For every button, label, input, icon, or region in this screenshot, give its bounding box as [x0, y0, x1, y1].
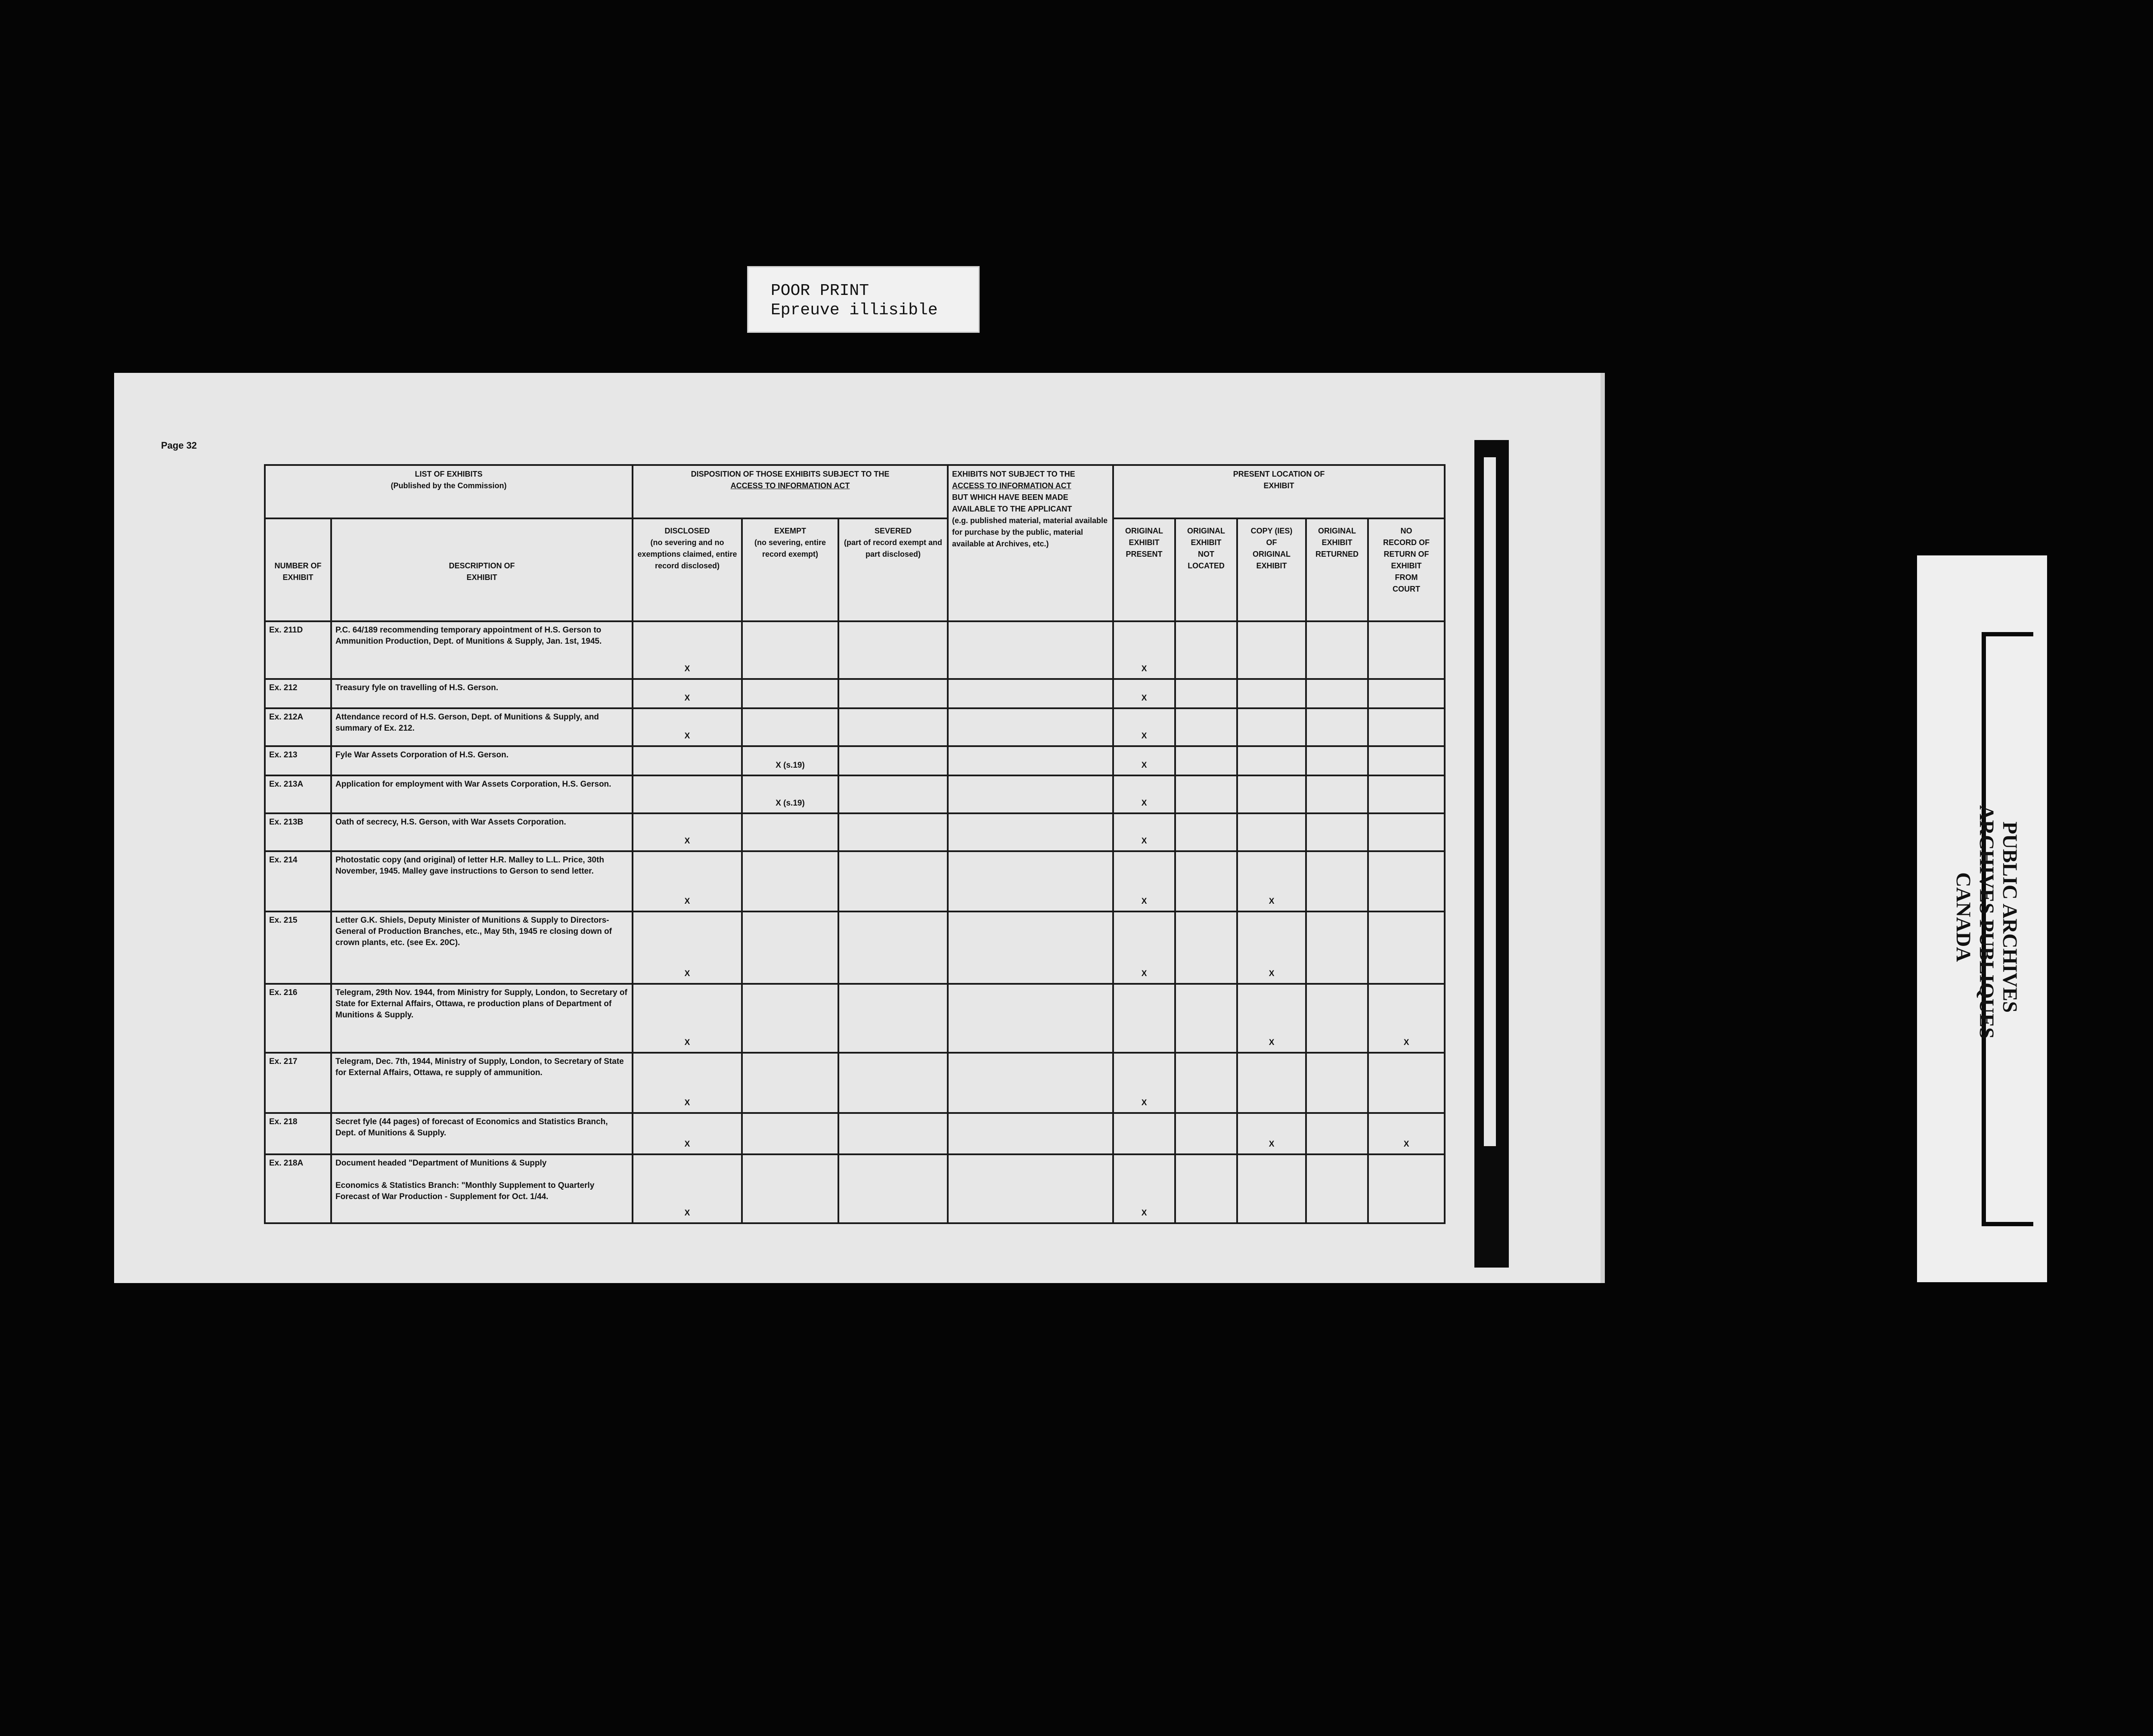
- original-present-mark: [1113, 1113, 1175, 1154]
- not-located-mark: [1175, 984, 1237, 1053]
- copy-mark: X: [1237, 1113, 1306, 1154]
- disclosed-mark: X: [633, 851, 742, 911]
- exempt-mark: [742, 813, 838, 851]
- header-original-returned: ORIGINAL EXHIBIT RETURNED: [1306, 518, 1368, 621]
- table-row: [265, 621, 1445, 679]
- original-present-mark: X: [1113, 1053, 1175, 1113]
- exempt-mark: [742, 1113, 838, 1154]
- copy-mark: [1237, 679, 1306, 708]
- severed-mark: [838, 851, 948, 911]
- not-subject-mark: [948, 1053, 1113, 1113]
- severed-mark: [838, 708, 948, 746]
- copy-mark: [1237, 813, 1306, 851]
- no-record-mark: X: [1368, 1113, 1445, 1154]
- severed-mark: [838, 679, 948, 708]
- not-subject-mark: [948, 679, 1113, 708]
- severed-mark: [838, 1053, 948, 1113]
- not-subject-mark: [948, 708, 1113, 746]
- returned-mark: [1306, 911, 1368, 984]
- exempt-mark: X (s.19): [742, 746, 838, 775]
- disclosed-mark: X: [633, 679, 742, 708]
- exhibit-number: Ex. 218A: [265, 1154, 331, 1223]
- table-row: [265, 851, 1445, 911]
- table-row: [265, 911, 1445, 984]
- severed-mark: [838, 911, 948, 984]
- header-original-not-located: ORIGINAL EXHIBIT NOT LOCATED: [1175, 518, 1237, 621]
- archive-stamp-line-3: CANADA: [1952, 872, 1975, 962]
- severed-mark: [838, 775, 948, 813]
- no-record-mark: [1368, 851, 1445, 911]
- returned-mark: [1306, 746, 1368, 775]
- exhibit-description: P.C. 64/189 recommending temporary appointment of H.S. Gerson to Ammunition Production, Dept. of Munitions & Supply, Jan. 1st, 1945.: [331, 621, 633, 679]
- exhibit-description: Attendance record of H.S. Gerson, Dept. of Munitions & Supply, and summary of Ex. 212.: [331, 708, 633, 746]
- archive-stamp-text: [1944, 805, 2021, 1039]
- no-record-mark: [1368, 813, 1445, 851]
- table-row: [265, 813, 1445, 851]
- exhibit-number: Ex. 216: [265, 984, 331, 1053]
- original-present-mark: X: [1113, 679, 1175, 708]
- disclosed-mark: X: [633, 1113, 742, 1154]
- exhibit-number: Ex. 212: [265, 679, 331, 708]
- exhibit-number: Ex. 217: [265, 1053, 331, 1113]
- header-not-subject-line-2: ACCESS TO INFORMATION ACT: [952, 481, 1071, 490]
- not-subject-mark: [948, 911, 1113, 984]
- returned-mark: [1306, 851, 1368, 911]
- not-located-mark: [1175, 708, 1237, 746]
- disclosed-mark: X: [633, 911, 742, 984]
- disclosed-mark: X: [633, 708, 742, 746]
- returned-mark: [1306, 679, 1368, 708]
- no-record-mark: [1368, 1154, 1445, 1223]
- exempt-mark: [742, 1053, 838, 1113]
- header-disclosed: DISCLOSED (no severing and no exemptions claimed, entire record disclosed): [633, 518, 742, 621]
- exhibit-description: Treasury fyle on travelling of H.S. Gerson.: [331, 679, 633, 708]
- exhibit-description: Telegram, 29th Nov. 1944, from Ministry for Supply, London, to Secretary of State for External Affairs, Ottawa, re production plans of Department of Munitions & Supply.: [331, 984, 633, 1053]
- copy-mark: [1237, 1053, 1306, 1113]
- returned-mark: [1306, 621, 1368, 679]
- exhibit-description: Secret fyle (44 pages) of forecast of Economics and Statistics Branch, Dept. of Munitions & Supply.: [331, 1113, 633, 1154]
- disclosed-mark: X: [633, 984, 742, 1053]
- binding-strip: [1474, 440, 1509, 1268]
- poor-print-line-2: Epreuve illisible: [771, 301, 938, 319]
- copy-mark: [1237, 1154, 1306, 1223]
- exhibit-description: Photostatic copy (and original) of letter H.R. Malley to L.L. Price, 30th November, 1945. Malley gave instructions to Gerson to send letter.: [331, 851, 633, 911]
- not-located-mark: [1175, 813, 1237, 851]
- header-disposition-line-1: DISPOSITION OF THOSE EXHIBITS SUBJECT TO THE: [691, 470, 890, 478]
- no-record-mark: X: [1368, 984, 1445, 1053]
- exempt-mark: [742, 708, 838, 746]
- original-present-mark: X: [1113, 746, 1175, 775]
- exhibit-number: Ex. 215: [265, 911, 331, 984]
- table-row: [265, 708, 1445, 746]
- original-present-mark: X: [1113, 911, 1175, 984]
- table-row: [265, 1154, 1445, 1223]
- header-number-of-exhibit: NUMBER OF EXHIBIT: [265, 518, 331, 621]
- disclosed-mark: [633, 775, 742, 813]
- disclosed-mark: [633, 746, 742, 775]
- original-present-mark: X: [1113, 851, 1175, 911]
- not-subject-mark: [948, 621, 1113, 679]
- exhibit-description: Telegram, Dec. 7th, 1944, Ministry of Supply, London, to Secretary of State for External Affairs, Ottawa, re supply of ammunition.: [331, 1053, 633, 1113]
- returned-mark: [1306, 1154, 1368, 1223]
- copy-mark: [1237, 708, 1306, 746]
- exempt-mark: [742, 621, 838, 679]
- exempt-mark: [742, 679, 838, 708]
- header-original-present: ORIGINAL EXHIBIT PRESENT: [1113, 518, 1175, 621]
- exhibit-description: Letter G.K. Shiels, Deputy Minister of Munitions & Supply to Directors-General of Production Branches, etc., May 5th, 1945 re closing down of crown plants, etc. (see Ex. 20C).: [331, 911, 633, 984]
- not-located-mark: [1175, 746, 1237, 775]
- no-record-mark: [1368, 1053, 1445, 1113]
- returned-mark: [1306, 775, 1368, 813]
- original-present-mark: X: [1113, 813, 1175, 851]
- severed-mark: [838, 813, 948, 851]
- disclosed-mark: X: [633, 621, 742, 679]
- exhibit-description: Fyle War Assets Corporation of H.S. Gerson.: [331, 746, 633, 775]
- header-disposition: [633, 465, 948, 518]
- severed-mark: [838, 621, 948, 679]
- header-present-location: PRESENT LOCATION OF EXHIBIT: [1113, 465, 1445, 518]
- returned-mark: [1306, 1113, 1368, 1154]
- copy-mark: X: [1237, 911, 1306, 984]
- poor-print-line-1: POOR PRINT: [771, 282, 869, 300]
- not-located-mark: [1175, 1154, 1237, 1223]
- severed-mark: [838, 984, 948, 1053]
- exhibit-number: Ex. 213A: [265, 775, 331, 813]
- original-present-mark: X: [1113, 621, 1175, 679]
- header-copy-of-original: COPY (IES) OF ORIGINAL EXHIBIT: [1237, 518, 1306, 621]
- not-located-mark: [1175, 911, 1237, 984]
- no-record-mark: [1368, 911, 1445, 984]
- copy-mark: X: [1237, 851, 1306, 911]
- table-row: [265, 984, 1445, 1053]
- copy-mark: [1237, 746, 1306, 775]
- copy-mark: X: [1237, 984, 1306, 1053]
- returned-mark: [1306, 984, 1368, 1053]
- not-subject-mark: [948, 813, 1113, 851]
- no-record-mark: [1368, 708, 1445, 746]
- not-subject-mark: [948, 851, 1113, 911]
- poor-print-label: [747, 266, 980, 333]
- page-number: Page 32: [161, 440, 197, 451]
- severed-mark: [838, 1154, 948, 1223]
- no-record-mark: [1368, 621, 1445, 679]
- table-row: [265, 1113, 1445, 1154]
- exhibit-number: Ex. 218: [265, 1113, 331, 1154]
- not-subject-mark: [948, 746, 1113, 775]
- exhibit-number: Ex. 212A: [265, 708, 331, 746]
- copy-mark: [1237, 775, 1306, 813]
- copy-mark: [1237, 621, 1306, 679]
- header-severed: SEVERED (part of record exempt and part disclosed): [838, 518, 948, 621]
- table-row: [265, 679, 1445, 708]
- returned-mark: [1306, 813, 1368, 851]
- no-record-mark: [1368, 679, 1445, 708]
- disclosed-mark: X: [633, 1154, 742, 1223]
- severed-mark: [838, 1113, 948, 1154]
- not-located-mark: [1175, 775, 1237, 813]
- archive-stamp-line-2: ARCHIVES PUBLIQUES: [1975, 805, 1998, 1039]
- not-subject-mark: [948, 1113, 1113, 1154]
- not-located-mark: [1175, 851, 1237, 911]
- no-record-mark: [1368, 775, 1445, 813]
- not-located-mark: [1175, 621, 1237, 679]
- returned-mark: [1306, 1053, 1368, 1113]
- exempt-mark: [742, 1154, 838, 1223]
- header-no-record-return: NO RECORD OF RETURN OF EXHIBIT FROM COURT: [1368, 518, 1445, 621]
- exhibit-description: Document headed "Department of Munitions & Supply Economics & Statistics Branch: "Monthly Supplement to Quarterly Forecast of War Production - Supplement for Oct. 1/44.: [331, 1154, 633, 1223]
- exhibit-number: Ex. 213: [265, 746, 331, 775]
- archive-stamp-line-1: PUBLIC ARCHIVES: [1998, 821, 2021, 1013]
- exhibit-description: Application for employment with War Assets Corporation, H.S. Gerson.: [331, 775, 633, 813]
- exhibits-table: [264, 464, 1446, 1224]
- not-located-mark: [1175, 679, 1237, 708]
- not-located-mark: [1175, 1053, 1237, 1113]
- exhibit-number: Ex. 214: [265, 851, 331, 911]
- header-disposition-line-2: ACCESS TO INFORMATION ACT: [730, 481, 850, 490]
- exempt-mark: [742, 911, 838, 984]
- original-present-mark: X: [1113, 1154, 1175, 1223]
- exhibit-description: Oath of secrecy, H.S. Gerson, with War Assets Corporation.: [331, 813, 633, 851]
- not-subject-mark: [948, 1154, 1113, 1223]
- original-present-mark: [1113, 984, 1175, 1053]
- exempt-mark: [742, 851, 838, 911]
- exempt-mark: X (s.19): [742, 775, 838, 813]
- header-not-subject-line-1: EXHIBITS NOT SUBJECT TO THE: [952, 470, 1075, 478]
- not-located-mark: [1175, 1113, 1237, 1154]
- severed-mark: [838, 746, 948, 775]
- header-not-subject: [948, 465, 1113, 621]
- header-not-subject-rest: BUT WHICH HAVE BEEN MADE AVAILABLE TO THE APPLICANT (e.g. published material, material available for purchase by the public, material available at Archives, etc.): [952, 493, 1108, 548]
- no-record-mark: [1368, 746, 1445, 775]
- not-subject-mark: [948, 775, 1113, 813]
- original-present-mark: X: [1113, 775, 1175, 813]
- returned-mark: [1306, 708, 1368, 746]
- original-present-mark: X: [1113, 708, 1175, 746]
- table-row: [265, 775, 1445, 813]
- header-exempt: EXEMPT (no severing, entire record exempt): [742, 518, 838, 621]
- table-row: [265, 746, 1445, 775]
- exempt-mark: [742, 984, 838, 1053]
- archive-stamp-card: [1917, 555, 2047, 1282]
- exhibit-number: Ex. 211D: [265, 621, 331, 679]
- header-description-of-exhibit: DESCRIPTION OF EXHIBIT: [331, 518, 633, 621]
- table-row: [265, 1053, 1445, 1113]
- header-list-of-exhibits: LIST OF EXHIBITS (Published by the Commission): [265, 465, 633, 518]
- disclosed-mark: X: [633, 813, 742, 851]
- not-subject-mark: [948, 984, 1113, 1053]
- exhibit-number: Ex. 213B: [265, 813, 331, 851]
- disclosed-mark: X: [633, 1053, 742, 1113]
